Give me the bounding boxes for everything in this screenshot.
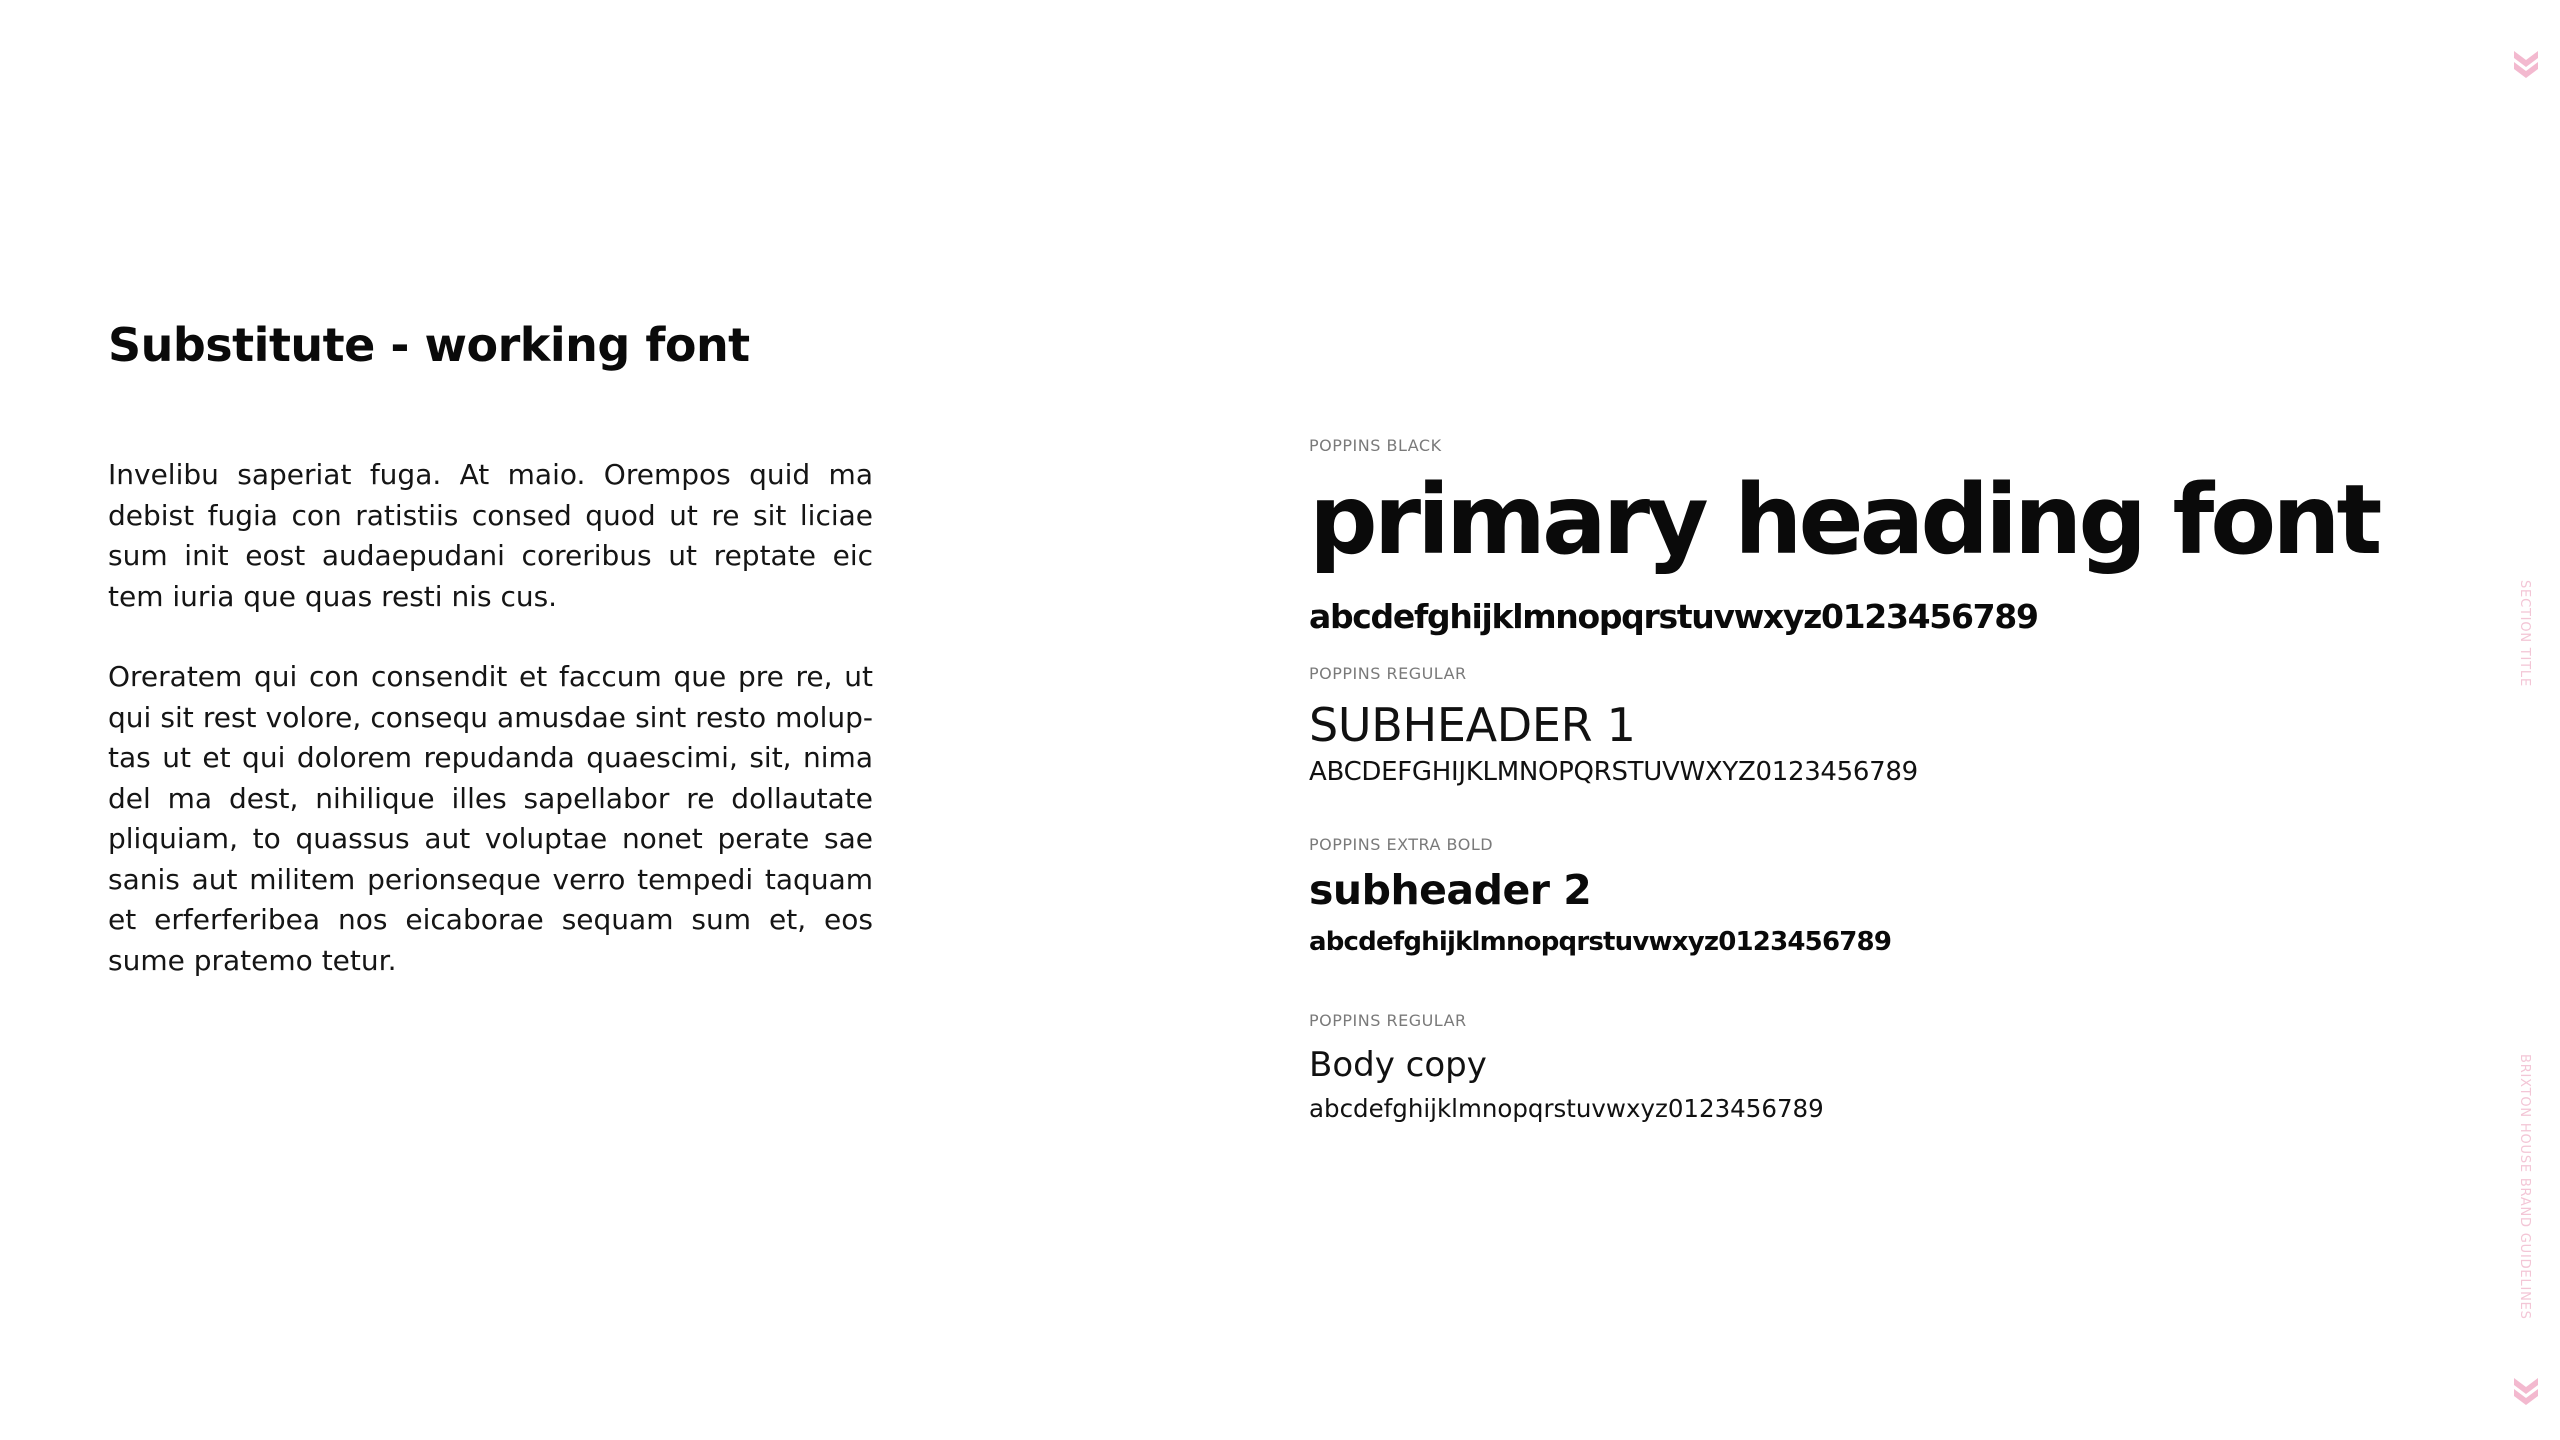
body-copy-alphabet: abcdefghijklmnopqrstuvwxyz0123456789 [1309, 1094, 1824, 1123]
subheader-2-specimen: subheader 2 [1309, 866, 1592, 914]
chevron-double-down-icon [2511, 47, 2541, 81]
font-label-poppins-regular: POPPINS REGULAR [1309, 664, 1467, 683]
brand-guidelines-vertical: BRIXTON HOUSE BRAND GUIDELINES [2517, 1054, 2532, 1320]
body-copy-specimen: Body copy [1309, 1045, 1487, 1085]
font-label-poppins-extra-bold: POPPINS EXTRA BOLD [1309, 835, 1494, 854]
subheader-2-alphabet: abcdefghijklmnopqrstuvwxyz0123456789 [1309, 927, 1892, 957]
body-paragraph-1: Invelibu saperiat fuga. At maio. Orempos quid ma debist fugia con ratistiis consed quod ut re sit liciae sum init eost audaepudani coreribus ut reptate eic tem iuria que quas resti nis cus. [108, 458, 873, 613]
chevron-double-down-icon [2511, 1374, 2541, 1408]
section-title-vertical: SECTION TITLE [2517, 580, 2532, 687]
subheader-1-specimen: SUBHEADER 1 [1309, 698, 1636, 752]
body-text-column [108, 455, 873, 981]
font-label-poppins-black: POPPINS BLACK [1309, 436, 1442, 455]
primary-heading-alphabet: abcdefghijklmnopqrstuvwxyz0123456789 [1309, 597, 2038, 636]
body-paragraph-2: Oreratem qui con consendit et faccum que pre re, ut qui sit rest volore, consequ amusdae sint resto molup-tas ut et qui dolorem repudanda quaescimi, sit, nima del ma dest, nihilique illes sapellabor re dollautate pliquiam, to quassus aut voluptae nonet perate sae sanis aut militem perionseque verro tempedi taquam et erferferibea nos eicaborae sequam sum et, eos sume pratemo tetur. [108, 660, 873, 977]
primary-heading-specimen: primary heading font [1309, 464, 2379, 576]
subheader-1-alphabet: ABCDEFGHIJKLMNOPQRSTUVWXYZ0123456789 [1309, 757, 1918, 787]
page-title: Substitute - working font [108, 318, 750, 372]
font-label-poppins-regular-body: POPPINS REGULAR [1309, 1011, 1467, 1030]
